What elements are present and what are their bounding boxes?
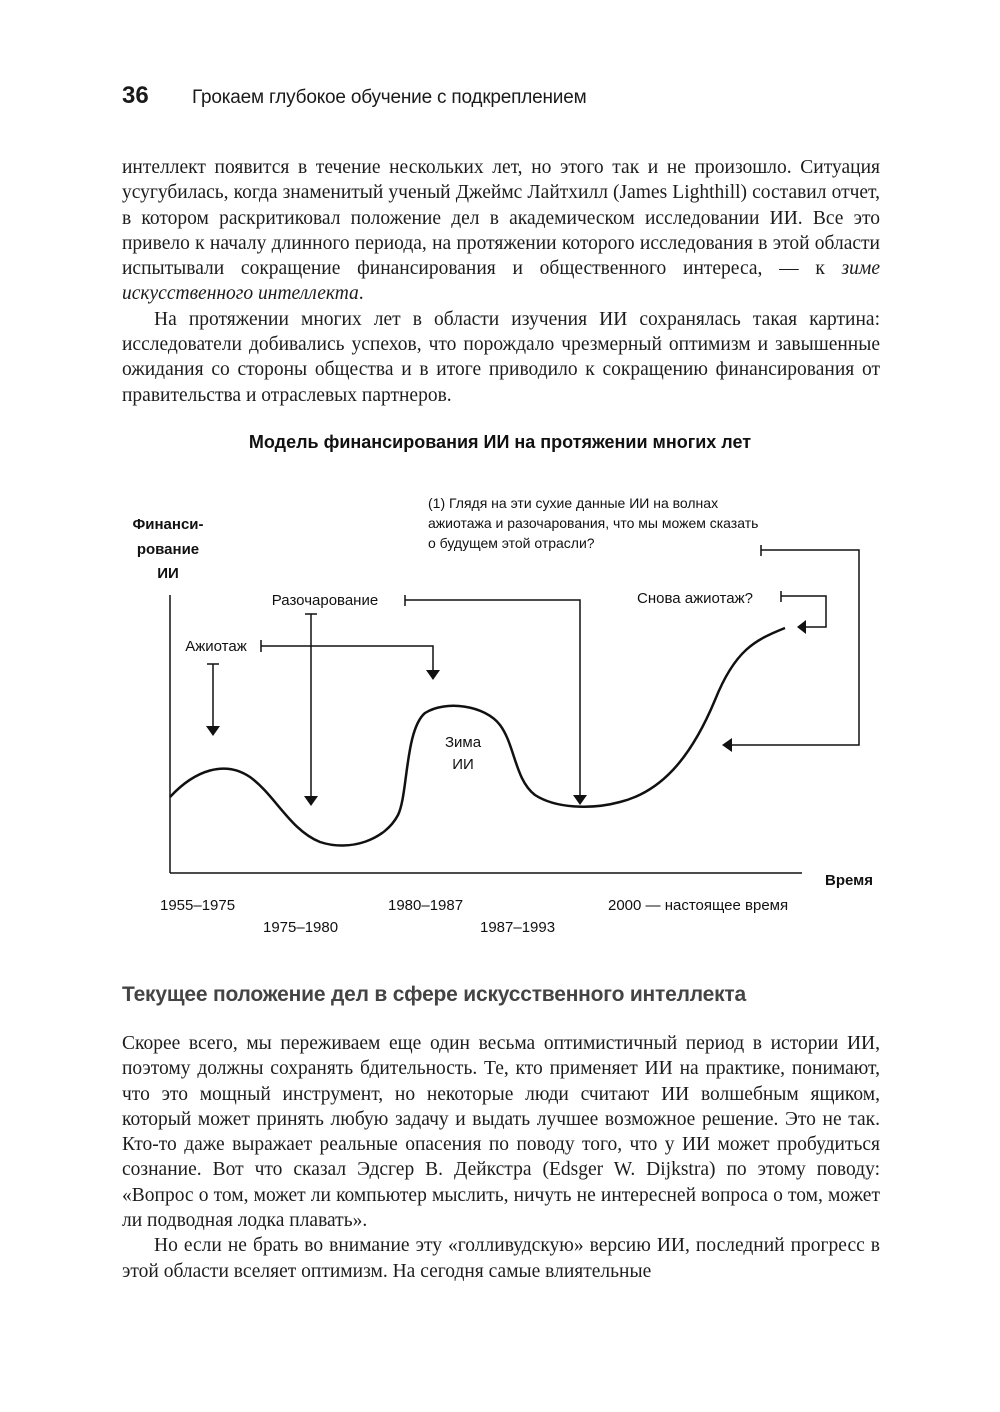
- label-ai-winter-1: Зима: [444, 734, 482, 751]
- arrowhead-icon: [573, 795, 587, 805]
- section-text-block: [122, 1031, 880, 1284]
- emphasis-ai-winter: зиме искусственного интеллекта: [122, 258, 880, 305]
- arrowhead-icon: [797, 620, 806, 634]
- arrowhead-icon: [206, 726, 220, 736]
- arrowhead-icon: [426, 670, 440, 680]
- paragraph-2: На протяжении многих лет в области изучения ИИ сохранялась такая картина: исследователи добивались успехов, что порождало чрезмерный оптимизм и завышенные ожидания со стороны общества и в итоге приводило к сокращению финансирования от правительства и отраслевых партнеров.: [122, 308, 880, 406]
- arrowhead-icon: [304, 796, 318, 806]
- page-number: 36: [122, 82, 149, 109]
- paragraph-1: интеллект появится в течение нескольких лет, но этого так и не произошло. Ситуация усугубилась, когда знаменитый ученый Джеймс Лайтхилл (James Lighthill) составил отчет, в котором раскритиковал положение дел в академическом исследовании ИИ. Все это привело к началу длинного периода, на протяжении которого исследования в этой области испытывали сокращение финансирования и общественного интереса, — к зиме искусственного интеллекта.: [122, 157, 880, 305]
- x-axis-label: Время: [825, 872, 873, 889]
- label-hype: Ажиотаж: [185, 638, 247, 655]
- y-axis-label-3: ИИ: [157, 565, 179, 582]
- section-paragraph-2: Но если не брать во внимание эту «голливудскую» версию ИИ, последний прогресс в этой области вселяет оптимизм. На сегодня самые влиятельные: [122, 1235, 880, 1282]
- disappointment-arrow-to-1987: [405, 600, 580, 795]
- funding-curve: [170, 628, 785, 846]
- running-title: Грокаем глубокое обучение с подкреплением: [192, 87, 587, 108]
- figure-title: Модель финансирования ИИ на протяжении многих лет: [248, 432, 752, 452]
- period-label: 1955–1975: [160, 897, 236, 914]
- period-label: 2000 — настоящее время: [608, 897, 789, 914]
- label-hype-again: Снова ажиотаж?: [637, 590, 753, 607]
- hype-arrow-to-1980: [261, 646, 433, 670]
- hype-again-arrow: [781, 596, 826, 627]
- label-ai-winter-2: ИИ: [452, 756, 474, 773]
- y-axis-label-1: Финанси-: [132, 516, 204, 533]
- period-label: 1987–1993: [480, 919, 556, 936]
- period-label: 1980–1987: [388, 897, 464, 914]
- y-axis-label-2: рование: [136, 541, 200, 558]
- top-text-block: [122, 155, 880, 408]
- section-paragraph-1: Скорее всего, мы переживаем еще один весьма оптимистичный период в истории ИИ, поэтому должны сохранять бдительность. Те, кто применяет ИИ на практике, понимают, что это мощный инструмент, но некоторые люди считают ИИ волшебным ящиком, который может принять любую задачу и выдать лучшее возможное решение. Это не так. Кто-то даже выражает реальные опасения по поводу того, что у ИИ может пробудиться сознание. Вот что сказал Эдсгер В. Дейкстра (Edsger W. Dijkstra) по этому поводу: «Вопрос о том, может ли компьютер мыслить, ничуть не интересней вопроса о том, может ли подводная лодка плавать».: [122, 1033, 880, 1232]
- page-header: [122, 82, 586, 110]
- annotation-arrow: [732, 550, 859, 745]
- annotation-line-2: ажиотажа и разочарования, что мы можем сказать: [428, 515, 759, 531]
- arrowhead-icon: [722, 738, 732, 752]
- period-label: 1975–1980: [263, 919, 339, 936]
- label-disappointment: Разочарование: [271, 592, 379, 609]
- section-heading: Текущее положение дел в сфере искусственного интеллекта: [122, 983, 746, 1006]
- annotation-line-1: (1) Глядя на эти сухие данные ИИ на волнах: [428, 495, 719, 511]
- annotation-line-3: о будущем этой отрасли?: [428, 535, 595, 551]
